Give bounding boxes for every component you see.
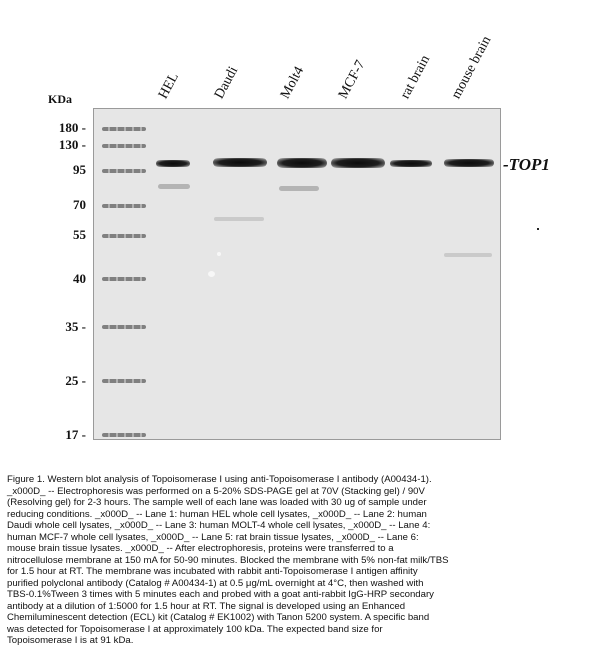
ladder-band-25 — [102, 379, 146, 383]
artifact-dot — [537, 228, 539, 230]
caption-line: Topoisomerase I is at 91 kDa. — [7, 635, 134, 646]
top1-band-daudi — [213, 158, 267, 167]
caption-line: human MCF-7 whole cell lysates, _x000D_ -- Lane 5: rat brain tissue lysates, _x000D_ -- Lane 6: — [7, 531, 419, 543]
caption-line: Daudi whole cell lysates, _x000D_ -- Lane 3: human MOLT-4 whole cell lysates, _x000D_ -- Lane 4: — [7, 520, 431, 531]
ladder-band-95 — [102, 169, 146, 173]
marker-55: 55 — [73, 227, 86, 242]
ladder-band-70 — [102, 204, 146, 208]
top1-band-mouse-brain — [444, 159, 494, 167]
lane-label-daudi: Daudi — [211, 64, 242, 102]
caption-line: mouse brain tissue lysates. _x000D_ -- After electrophoresis, proteins were transferred to a — [7, 543, 394, 554]
ladder-band-180 — [102, 127, 146, 131]
marker-25: 25 - — [65, 373, 86, 388]
ladder-band-35 — [102, 325, 146, 329]
membrane-speck — [208, 271, 215, 277]
marker-35: 35 - — [65, 319, 86, 334]
marker-17: 17 - — [65, 427, 86, 442]
lane-label-mcf7: MCF-7 — [335, 58, 369, 102]
marker-95: 95 — [73, 162, 86, 177]
faint-band — [279, 186, 319, 191]
caption-line: for 1.5 hour at RT. The membrane was incubated with rabbit anti-Topoisomerase I antigen affinity — [7, 566, 418, 577]
caption-line: antibody at a dilution of 1:5000 for 1.5 hour at RT. The signal is developed using an Enhanced — [7, 600, 406, 612]
top1-band-label: -TOP1 — [503, 155, 550, 174]
lane-label-hel: HEL — [155, 70, 182, 102]
ladder-band-40 — [102, 277, 146, 281]
caption-line: TBS-0.1%Tween 3 times with 5 minutes each and probed with a goat anti-rabbit IgG-HRP secondary — [7, 589, 434, 600]
top1-band-molt4 — [277, 158, 327, 168]
blot-membrane — [93, 108, 501, 440]
ladder-band-55 — [102, 234, 146, 238]
ladder-band-130 — [102, 144, 146, 148]
caption-line: purified polyclonal antibody (Catalog # A00434-1) at 0.5 μg/mL overnight at 4°C, then washed with — [7, 577, 424, 589]
ladder-band-17 — [102, 433, 146, 437]
faint-band — [214, 217, 264, 221]
marker-70: 70 — [73, 197, 86, 212]
kda-axis-title: KDa — [48, 92, 72, 106]
lane-label-mouse-brain: mouse brain — [448, 33, 495, 102]
figure-caption — [7, 474, 591, 647]
caption-line: was detected for Topoisomerase I at approximately 100 kDa. The expected band size for — [7, 623, 383, 635]
top1-band-mcf7 — [331, 158, 385, 168]
caption-line: Figure 1. Western blot analysis of Topoisomerase I using anti-Topoisomerase I antibody (A00434-1). — [7, 474, 432, 485]
lane-label-molt4: Molt4 — [277, 64, 308, 102]
membrane-speck — [217, 252, 221, 256]
marker-180: 180 - — [58, 120, 86, 135]
faint-band — [444, 253, 492, 257]
caption-line: (Resolving gel) for 2-3 hours. The sample well of each lane was loaded with 30 ug of sample under — [7, 497, 427, 508]
marker-40: 40 — [73, 271, 86, 286]
faint-band — [158, 184, 190, 189]
lane-label-rat-brain: rat brain — [397, 52, 434, 102]
caption-line: _x000D_ -- Electrophoresis was performed on a 5-20% SDS-PAGE gel at 70V (Stacking gel) / 90V — [7, 485, 425, 497]
marker-130: 130 - — [58, 137, 86, 152]
caption-line: nitrocellulose membrane at 150 mA for 50-90 minutes. Blocked the membrane with 5% non-fat milk/TBS — [7, 554, 449, 566]
caption-line: Chemiluminescent detection (ECL) kit (Catalog # EK1002) with Tanon 5200 system. A specific band — [7, 612, 430, 623]
caption-line: reducing conditions. _x000D_ -- Lane 1: human HEL whole cell lysates, _x000D_ -- Lane 2: human — [7, 508, 427, 520]
top1-band-rat-brain — [390, 160, 432, 167]
top1-band-hel — [156, 160, 190, 167]
